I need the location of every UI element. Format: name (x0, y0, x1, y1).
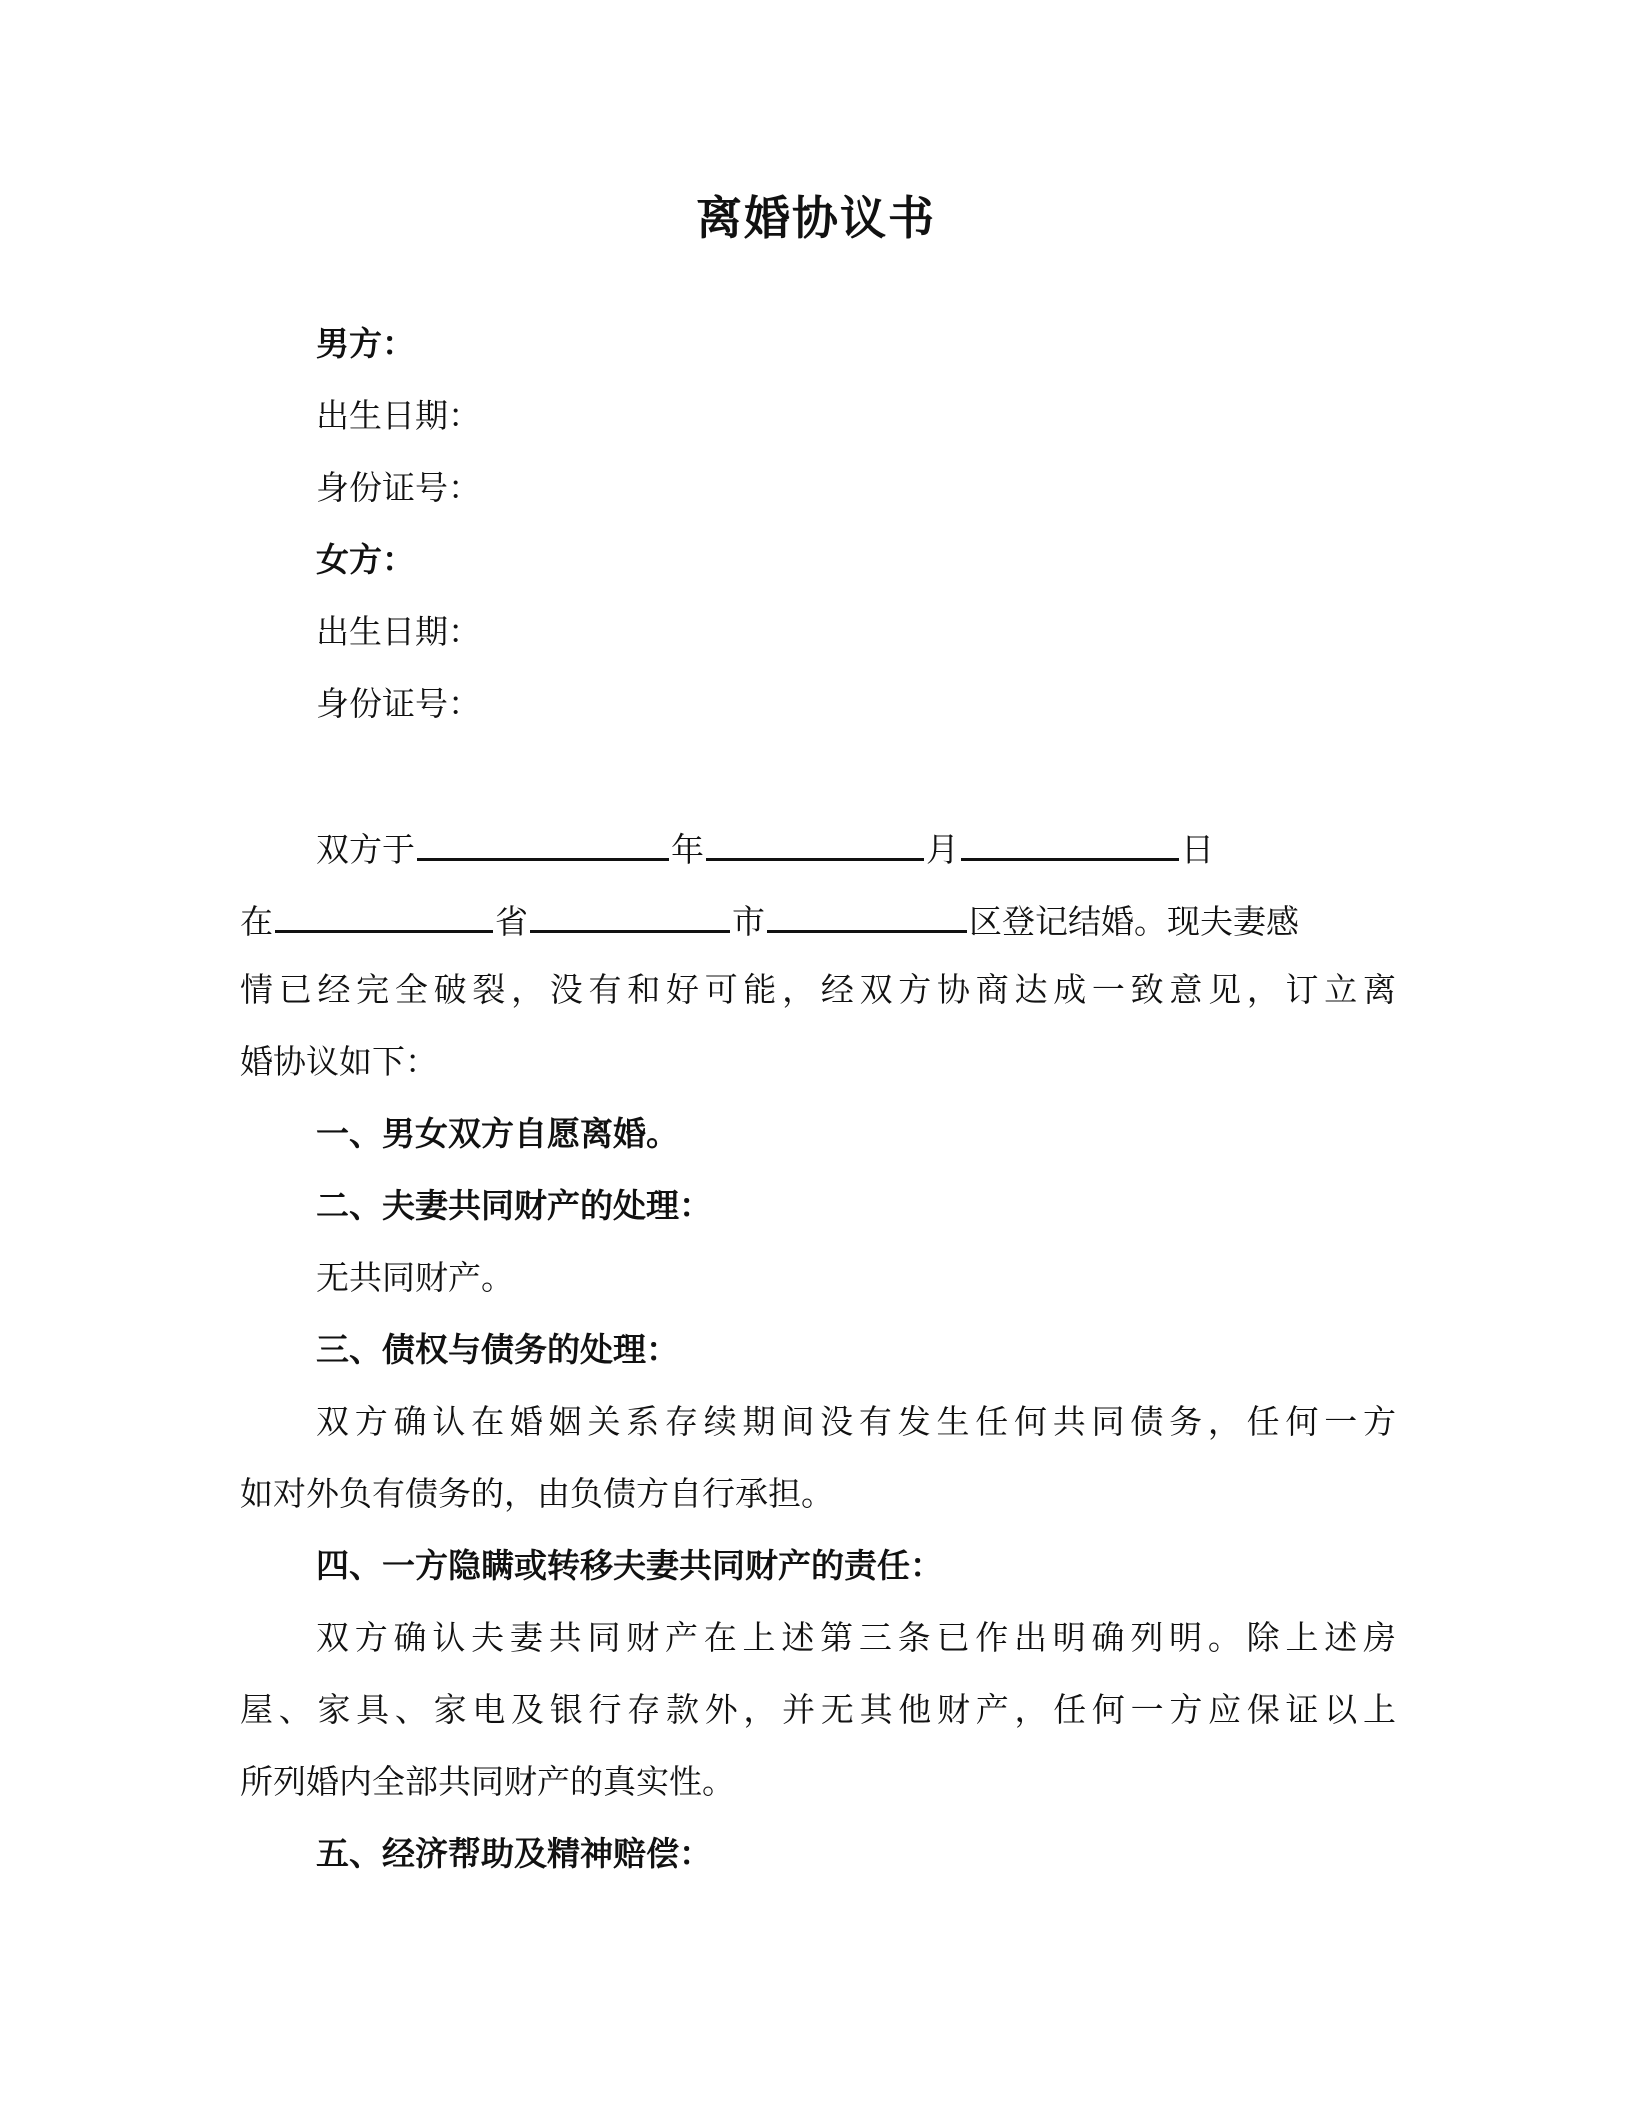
male-birth-label: 出生日期： (316, 396, 481, 435)
clause-4-body-line-2: 屋、家具、家电及银行存款外，并无其他财产，任何一方应保证以上 (240, 1690, 1396, 1729)
city-label: 市 (732, 902, 765, 941)
clause-4-body-line-3: 所列婚内全部共同财产的真实性。 (240, 1762, 735, 1801)
male-label: 男方： (316, 324, 415, 363)
clause-3-body-line-2: 如对外负有债务的，由负债方自行承担。 (240, 1474, 834, 1513)
marriage-prefix: 双方于 (316, 830, 415, 869)
marriage-line-3: 情已经完全破裂，没有和好可能，经双方协商达成一致意见，订立离 (240, 970, 1396, 1009)
clause-1-title: 一、男女双方自愿离婚。 (316, 1114, 679, 1153)
district-blank[interactable] (767, 894, 967, 933)
clause-5-title: 五、经济帮助及精神赔偿： (316, 1834, 712, 1873)
day-label: 日 (1181, 830, 1214, 869)
province-blank[interactable] (275, 894, 493, 933)
clause-4-title: 四、一方隐瞒或转移夫妻共同财产的责任： (316, 1546, 943, 1585)
month-blank[interactable] (706, 822, 924, 861)
clause-3-body-line-1: 双方确认在婚姻关系存续期间没有发生任何共同债务，任何一方 (316, 1402, 1396, 1441)
province-label: 省 (495, 902, 528, 941)
city-blank[interactable] (530, 894, 730, 933)
male-id-label: 身份证号： (316, 468, 481, 507)
in-label: 在 (240, 902, 273, 941)
day-blank[interactable] (961, 822, 1179, 861)
year-label: 年 (671, 830, 704, 869)
marriage-line-4: 婚协议如下： (240, 1042, 438, 1081)
clause-2-body: 无共同财产。 (316, 1258, 514, 1297)
district-rest: 区登记结婚。现夫妻感 (969, 902, 1299, 941)
clause-3-title: 三、债权与债务的处理： (316, 1330, 679, 1369)
marriage-date-line (316, 822, 1396, 874)
female-id-label: 身份证号： (316, 684, 481, 723)
document-title: 离婚协议书 (696, 191, 936, 245)
month-label: 月 (926, 830, 959, 869)
clause-2-title: 二、夫妻共同财产的处理： (316, 1186, 712, 1225)
clause-4-body-line-1: 双方确认夫妻共同财产在上述第三条已作出明确列明。除上述房 (316, 1618, 1396, 1657)
marriage-place-line (240, 894, 1396, 946)
year-blank[interactable] (417, 822, 669, 861)
female-birth-label: 出生日期： (316, 612, 481, 651)
female-label: 女方： (316, 540, 415, 579)
